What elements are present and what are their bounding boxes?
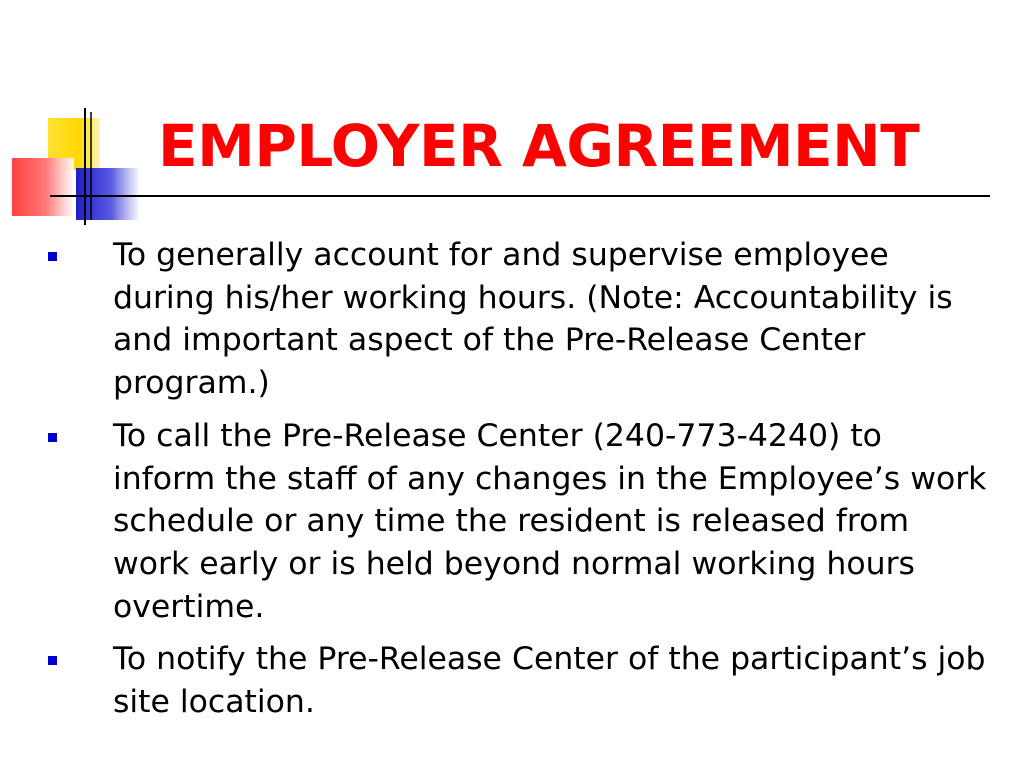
slide-title: EMPLOYER AGREEMENT — [158, 112, 920, 180]
bullet-square-icon — [48, 433, 57, 442]
bullet-text: To call the Pre-Release Center (240-773-4240) to inform the staff of any changes in the Employee’s work schedule or any time the resident is released from work early or is held beyond normal working hours overtime. — [113, 417, 987, 625]
red-square — [12, 158, 74, 216]
bullet-text: To generally account for and supervise employee during his/her working hours. (Note: Accountability is and important aspect of the Pre-Release Center program.) — [113, 237, 953, 402]
bullet-item — [0, 415, 993, 629]
bullet-square-icon — [48, 252, 57, 261]
bullet-list — [0, 234, 1024, 734]
bullet-item — [0, 234, 993, 405]
bullet-text: To notify the Pre-Release Center of the participant’s job site location. — [113, 641, 986, 721]
bullet-item — [0, 638, 993, 723]
title-underline — [50, 195, 990, 197]
bullet-square-icon — [48, 656, 57, 665]
title-decoration — [0, 0, 160, 240]
